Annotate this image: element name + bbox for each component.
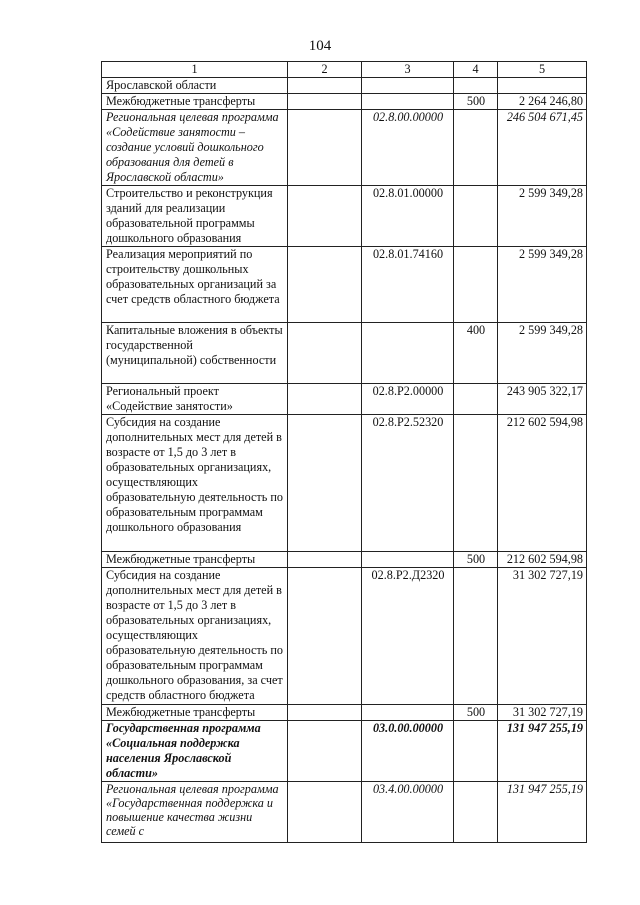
column-header-1: 1 — [102, 62, 288, 78]
row-type-cell — [454, 782, 498, 843]
table-row — [102, 782, 587, 843]
row-code-cell: 02.8.01.00000 — [362, 186, 454, 247]
row-amount-cell: 246 504 671,45 — [498, 110, 587, 186]
budget-table — [101, 61, 587, 843]
row-type-cell: 500 — [454, 94, 498, 110]
row-col2-cell — [288, 415, 362, 552]
row-code-cell: 02.8.Р2.52320 — [362, 415, 454, 552]
row-type-cell — [454, 568, 498, 705]
row-name-cell: Региональный проект «Содействие занятости» — [102, 384, 288, 415]
row-col2-cell — [288, 721, 362, 782]
row-code-cell: 03.0.00.00000 — [362, 721, 454, 782]
row-code-cell — [362, 323, 454, 384]
row-type-cell: 400 — [454, 323, 498, 384]
table-row — [102, 78, 587, 94]
row-name-cell: Реализация мероприятий по строительству дошкольных образовательных организаций за счет средств областного бюджета — [102, 247, 288, 323]
row-amount-cell — [498, 78, 587, 94]
row-name-cell: Государственная программа «Социальная поддержка населения Ярославской области» — [102, 721, 288, 782]
table-row — [102, 94, 587, 110]
table-row — [102, 705, 587, 721]
row-col2-cell — [288, 110, 362, 186]
row-amount-cell: 2 599 349,28 — [498, 247, 587, 323]
row-code-cell — [362, 78, 454, 94]
row-code-cell — [362, 94, 454, 110]
row-type-cell — [454, 186, 498, 247]
row-col2-cell — [288, 323, 362, 384]
row-amount-cell: 212 602 594,98 — [498, 552, 587, 568]
column-header-5: 5 — [498, 62, 587, 78]
row-code-cell: 02.8.00.00000 — [362, 110, 454, 186]
row-amount-cell: 131 947 255,19 — [498, 721, 587, 782]
row-col2-cell — [288, 705, 362, 721]
row-name-cell: Межбюджетные трансферты — [102, 705, 288, 721]
column-header-4: 4 — [454, 62, 498, 78]
row-code-cell: 02.8.Р2.00000 — [362, 384, 454, 415]
table-row — [102, 415, 587, 552]
table-row — [102, 323, 587, 384]
row-code-cell: 03.4.00.00000 — [362, 782, 454, 843]
row-name-cell: Региональная целевая программа «Содействие занятости – создание условий дошкольного образования для детей в Ярославской области» — [102, 110, 288, 186]
row-name-cell: Межбюджетные трансферты — [102, 552, 288, 568]
row-name-cell: Межбюджетные трансферты — [102, 94, 288, 110]
row-col2-cell — [288, 78, 362, 94]
row-col2-cell — [288, 384, 362, 415]
row-type-cell — [454, 721, 498, 782]
table-row — [102, 568, 587, 705]
row-col2-cell — [288, 782, 362, 843]
table-header-row — [102, 62, 587, 78]
row-name-cell: Субсидия на создание дополнительных мест для детей в возрасте от 1,5 до 3 лет в образовательных организациях, осуществляющих образовательную деятельность по образовательным программам дошкольного образования — [102, 415, 288, 552]
row-col2-cell — [288, 247, 362, 323]
row-type-cell — [454, 384, 498, 415]
table-row — [102, 247, 587, 323]
row-code-cell — [362, 552, 454, 568]
row-type-cell: 500 — [454, 552, 498, 568]
column-header-3: 3 — [362, 62, 454, 78]
table-row — [102, 384, 587, 415]
row-amount-cell: 31 302 727,19 — [498, 568, 587, 705]
page-number: 104 — [308, 38, 332, 54]
row-name-cell: Субсидия на создание дополнительных мест для детей в возрасте от 1,5 до 3 лет в образовательных организациях, осуществляющих образовательную деятельность по образовательным программам дошкольного образования, за счет средств областного бюджета — [102, 568, 288, 705]
row-amount-cell: 2 599 349,28 — [498, 323, 587, 384]
row-name-cell: Капитальные вложения в объекты государственной (муниципальной) собственности — [102, 323, 288, 384]
table-row — [102, 186, 587, 247]
row-name-cell: Строительство и реконструкция зданий для реализации образовательной программы дошкольного образования — [102, 186, 288, 247]
row-type-cell — [454, 110, 498, 186]
row-amount-cell: 131 947 255,19 — [498, 782, 587, 843]
row-code-cell — [362, 705, 454, 721]
row-name-cell: Региональная целевая программа «Государственная поддержка и повышение качества жизни семей с — [102, 782, 288, 843]
row-amount-cell: 2 264 246,80 — [498, 94, 587, 110]
row-type-cell — [454, 415, 498, 552]
row-type-cell — [454, 247, 498, 323]
row-type-cell — [454, 78, 498, 94]
row-col2-cell — [288, 186, 362, 247]
row-col2-cell — [288, 552, 362, 568]
row-col2-cell — [288, 568, 362, 705]
row-type-cell: 500 — [454, 705, 498, 721]
row-amount-cell: 212 602 594,98 — [498, 415, 587, 552]
row-name-cell: Ярославской области — [102, 78, 288, 94]
table-row — [102, 110, 587, 186]
column-header-2: 2 — [288, 62, 362, 78]
row-amount-cell: 31 302 727,19 — [498, 705, 587, 721]
table-row — [102, 721, 587, 782]
table-row — [102, 552, 587, 568]
row-amount-cell: 2 599 349,28 — [498, 186, 587, 247]
row-code-cell: 02.8.Р2.Д2320 — [362, 568, 454, 705]
row-col2-cell — [288, 94, 362, 110]
row-amount-cell: 243 905 322,17 — [498, 384, 587, 415]
row-code-cell: 02.8.01.74160 — [362, 247, 454, 323]
